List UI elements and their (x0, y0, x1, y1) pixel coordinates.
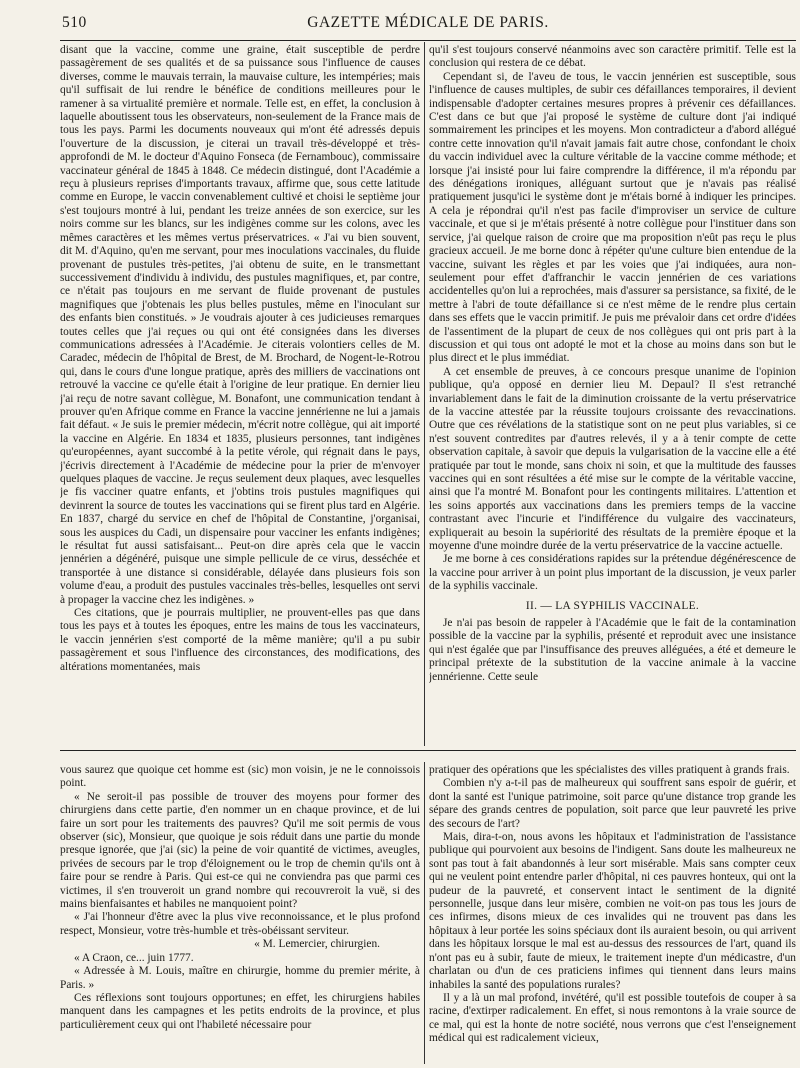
journal-title: GAZETTE MÉDICALE DE PARIS. (307, 14, 549, 31)
column-divider (424, 42, 425, 746)
upper-right-column (429, 44, 796, 744)
paragraph: « Adressée à M. Louis, maître en chirurgie, homme du premier mérite, à Paris. » (60, 965, 420, 991)
paragraph: Cependant si, de l'aveu de tous, le vaccin jennérien est susceptible, sous l'influence de causes multiples, de subir ces défaillances temporaires, il devient indispensable d'adopter certaines mesures propres à prévenir ces défaillances. C'est dans ce but que j'ai proposé le système de culture dont j'ai indiqué sommairement les principes et les moyens. Mon contradicteur a d'abord allégué contre cette innovation qu'il n'avait jamais fait autre chose, confondant le choix du vaccin individuel avec la culture véritable de la vaccine comme méthode; et lorsque j'ai insisté pour lui faire comprendre la différence, il m'a répondu par des dénégations ironiques, alléguant surtout que je n'avais pas réalisé pratiquement jusqu'ici le système dont je m'étais borné à indiquer les principes. A cela je répondrai qu'il n'est pas facile d'improviser un service de culture vaccinale, et que si je m'étais présenté à notre collègue pour l'instituer dans son service, j'ai quelque raison de croire que ma proposition n'eût pas reçu le plus gracieux accueil. Je me borne donc à répéter qu'une culture bien entendue de la vaccine, suivant les règles et par les voies que j'ai indiquées, aura non-seulement pour effet d'affranchir le vaccin jennérien de ces variations accidentelles qu'on lui a reprochées, mais d'assurer sa persistance, sa fixité, de le mettre à l'abri de toute défaillance si ce n'est même de le rendre plus certain dans ses effets que le vaccin primitif. Je puis me prévaloir dans cet ordre d'idées de l'assentiment de la plupart de ceux de nos collègues qui ont pris part à la discussion et qui tous ont adopté le mot et la chose au moins dans son but le plus direct et le plus immédiat. (429, 70, 796, 365)
paragraph: disant que la vaccine, comme une graine, était susceptible de perdre passagèrement de ses qualités et de sa puissance sous l'influence de causes diverses, comme le mauvais terrain, la mauvaise culture, les intempéries; mais qu'il suffisait de lui rendre le bénéfice de conditions meilleures pour le ramener à sa virtualité première et normale. Telle est, en effet, la conclusion à laquelle aboutissent tous les observateurs, non-seulement de la France mais de tous les pays. Parmi les documents nouveaux qui m'ont été adressés depuis l'ouverture de la discussion, je citerai un travail très-développé et très-approfondi de M. le docteur d'Aquino Fonseca (de Fernambouc), commissaire vaccinateur général de 1845 à 1848. Ce médecin distingué, dont l'Académie a reçu à plusieurs reprises d'importants travaux, affirme que, sous cette latitude comme en Europe, le vaccin convenablement cultivé et choisi le septième jour s'est toujours montré à lui, pendant les treize années de son exercice, sur les noirs comme sur les blancs, sur les indigènes comme sur les colons, avec les mêmes caractères et les mêmes vertus préservatrices. « J'ai vu bien souvent, dit M. d'Aquino, qu'en me servant, pour mes inoculations vaccinales, du fluide provenant de pustules très-petites, j'ai obtenu de suite, en le transmettant successivement d'individu à individu, des pustules magnifiques, et, par contre, ce n'était pas toujours en me servant de fluide provenant de pustules magnifiques que j'obtenais les plus belles pustules, même en l'inoculant sur des enfants bien constitués. » Je voudrais ajouter à ces judicieuses remarques toutes celles que j'ai reçues ou qui ont été consignées dans les diverses communications adressées à l'Académie. Je citerais volontiers celles de M. Caradec, médecin de l'hôpital de Brest, de M. Brochard, de Nogent-le-Rotrou qui, dans le cours d'une longue pratique, après des milliers de vaccinations ont retrouvé la vaccine ce qu'elle était à l'origine de leur pratique. En dernier lieu j'ai reçu de notre savant collègue, M. Bonafont, une communication tendant à prouver qu'en Afrique comme en France la vaccine jennérienne ne lui a jamais fait défaut. « Je suis le premier médecin, m'écrit notre collègue, qui ait importé la vaccine en Algérie. En 1834 et 1835, plusieurs personnes, tant indigènes qu'européennes, ayant succombé à la petite vérole, qui régnait dans le pays, j'écrivis directement à l'Académie de médecine pour la prier de m'envoyer quelques plaques de vaccine. Je reçus seulement deux plaques, avec lesquelles je fis vacciner quatre enfants, et j'obtins trois pustules magnifiques qui devinrent la source de toutes les vaccinations qui se firent plus tard en Algérie. En 1837, chargé du service en chef de l'hôpital de Constantine, j'organisai, sous les auspices du Cadi, un dispensaire pour vacciner les enfants indigènes; le résultat fut aussi satisfaisant... Peut-on dire après cela que le vaccin jennérien a dégénéré, puisque une simple pellicule de ce virus, desséchée et transportée à une distance si considérable, délayée dans plusieurs fois son volume d'eau, a produit des pustules vaccinales très-belles, lesquelles ont servi à propager la vaccine chez les indigènes. » (60, 44, 420, 606)
paragraph: Je n'ai pas besoin de rappeler à l'Académie que le fait de la contamination possible de la vaccine par la syphilis, présenté et reproduit avec une insistance qui n'est égalée que par l'insuffisance des preuves alléguées, a été et demeure le principal prétexte de la substitution de la vaccine animale à la vaccine jennérienne. Cette seule (429, 617, 796, 683)
paragraph: « J'ai l'honneur d'être avec la plus vive reconnoissance, et le plus profond respect, Monsieur, votre très-humble et très-obéissant serviteur. (60, 911, 420, 937)
upper-left-column (60, 44, 420, 744)
paragraph: qu'il s'est toujours conservé néanmoins avec son caractère primitif. Telle est la conclusion qui restera de ce débat. (429, 44, 796, 70)
paragraph: Il y a là un mal profond, invétéré, qu'il est possible toutefois de couper à sa racine, d'extirper radicalement. En effet, si nous remontons à la vraie source de ce mal, qui est la honte de notre société, nous verrons que c'est l'enseignement médical qui est radicalement vicieux, (429, 991, 796, 1045)
column-divider (424, 762, 425, 1064)
lower-left-column (60, 764, 420, 1064)
page-header (62, 14, 794, 36)
letter-signature: « M. Lemercier, chirurgien. (254, 938, 380, 951)
section-heading: II. — LA SYPHILIS VACCINALE. (525, 599, 700, 612)
paragraph: Mais, dira-t-on, nous avons les hôpitaux et l'administration de l'assistance publique qui pourvoient aux besoins de l'indigent. Sans doute les malheureux ne sont pas tout à fait abandonnés à leur sort misérable. Mais sans compter ceux qui ne veulent point entendre parler d'hôpital, ni ces pauvres honteux, qui ont la pudeur de la pauvreté, et conservent intact le sentiment de la dignité personnelle, jusque dans leur misère, combien ne voit-on pas tous les jours de ces infirmes, disons mieux de ces invalides qui ne trouvent pas dans les hôpitaux à leur portée les soins spéciaux dont ils auraient besoin, ou qui arrivent dans les hôpitaux lorsque le mal est au-dessus des ressources de l'art, quand ils n'ont pas eu à subir, faute de mieux, le traitement inepte d'un médicastre, d'un charlatan ou d'un de ces praticiens infimes qui tiennent dans leurs mains inhabiles la santé des populations rurales? (429, 831, 796, 991)
header-rule (60, 40, 796, 41)
paragraph: « A Craon, ce... juin 1777. (74, 951, 194, 964)
paragraph: pratiquer des opérations que les spécialistes des villes pratiquent à grands frais. (429, 764, 790, 776)
paragraph: vous saurez que quoique cet homme est (sic) mon voisin, je ne le connoissois point. (60, 764, 420, 790)
paragraph: A cet ensemble de preuves, à ce concours presque unanime de l'opinion publique, qu'a opposé en dernier lieu M. Depaul? Il s'est retranché invariablement dans le fait de la diminution croissante de la vertu préservatrice de la vaccine attestée par la réussite toujours croissante des revaccinations. Outre que ces révélations de la statistique sont on ne peut plus variables, si ce n'est souvent contredites par d'autres relevés, il y a à tenir compte de cette observation capitale, à savoir que depuis la vulgarisation de la vaccine elle a été pratiquée par tout le monde, sans choix ni soin, et que la multitude des fausses vaccines qui en sont résultées a été mise sur le compte de la véritable vaccine, ainsi que l'a montré M. Bonafont pour les contingents militaires. L'attention et les soins apportés aux vaccinations dans les premiers temps de la vaccine contrastant avec l'incurie et l'indifférence du vulgaire des vaccinateurs, expliquerait au besoin la supériorité des résultats de la première époque et la moyenne d'une moindre durée de la vertu préservatrice de la vaccine actuelle. (429, 365, 796, 553)
lower-right-column (429, 764, 796, 1064)
paragraph: Je me borne à ces considérations rapides sur la prétendue dégénérescence de la vaccine pour arriver à un point plus important de la discussion, je veux parler de la syphilis vaccinale. (429, 553, 796, 593)
paragraph: Combien n'y a-t-il pas de malheureux qui souffrent sans espoir de guérir, et dont la santé est l'unique patrimoine, soit parce qu'une distance trop grande les sépare des grands centres de population, soit parce que leur pauvreté les prive des secours de l'art? (429, 777, 796, 830)
feuilleton-separator (60, 750, 796, 751)
paragraph: « Ne seroit-il pas possible de trouver des moyens pour former des chirurgiens dans cette partie, d'en nommer un en chaque province, et de lui faire un sort pour les traitements des pauvres? Qu'il me soit permis de vous observer (sic), Monsieur, que quoique je sois réduit dans une partie du monde presque ignorée, que j'ai (sic) la peine de voir quantité de victimes, aveugles, privées de secours par le trop d'éloignement ou le trop de chemin qu'ils ont à faire pour se rendre à Paris. Qui est-ce qui ne conviendra pas que parmi ces victimes, il s'en trouveroit un grand nombre qui recouvreroit la vuë, si des mains bienfaisantes et habiles ne manquoient point? (60, 790, 420, 911)
page-number: 510 (62, 14, 87, 31)
paragraph: Ces citations, que je pourrais multiplier, ne prouvent-elles pas que dans tous les pays et à toutes les époques, entre les mains de tous les vaccinateurs, le vaccin jennérien s'est comporté de la même manière; qu'il a pu subir passagèrement et sous l'influence des circonstances, des modifications, des altérations momentanées, mais (60, 607, 420, 673)
paragraph: Ces réflexions sont toujours opportunes; en effet, les chirurgiens habiles manquent dans les campagnes et les petits endroits de la province, et plus particulièrement ceux qui ont l'habileté nécessaire pour (60, 991, 420, 1031)
